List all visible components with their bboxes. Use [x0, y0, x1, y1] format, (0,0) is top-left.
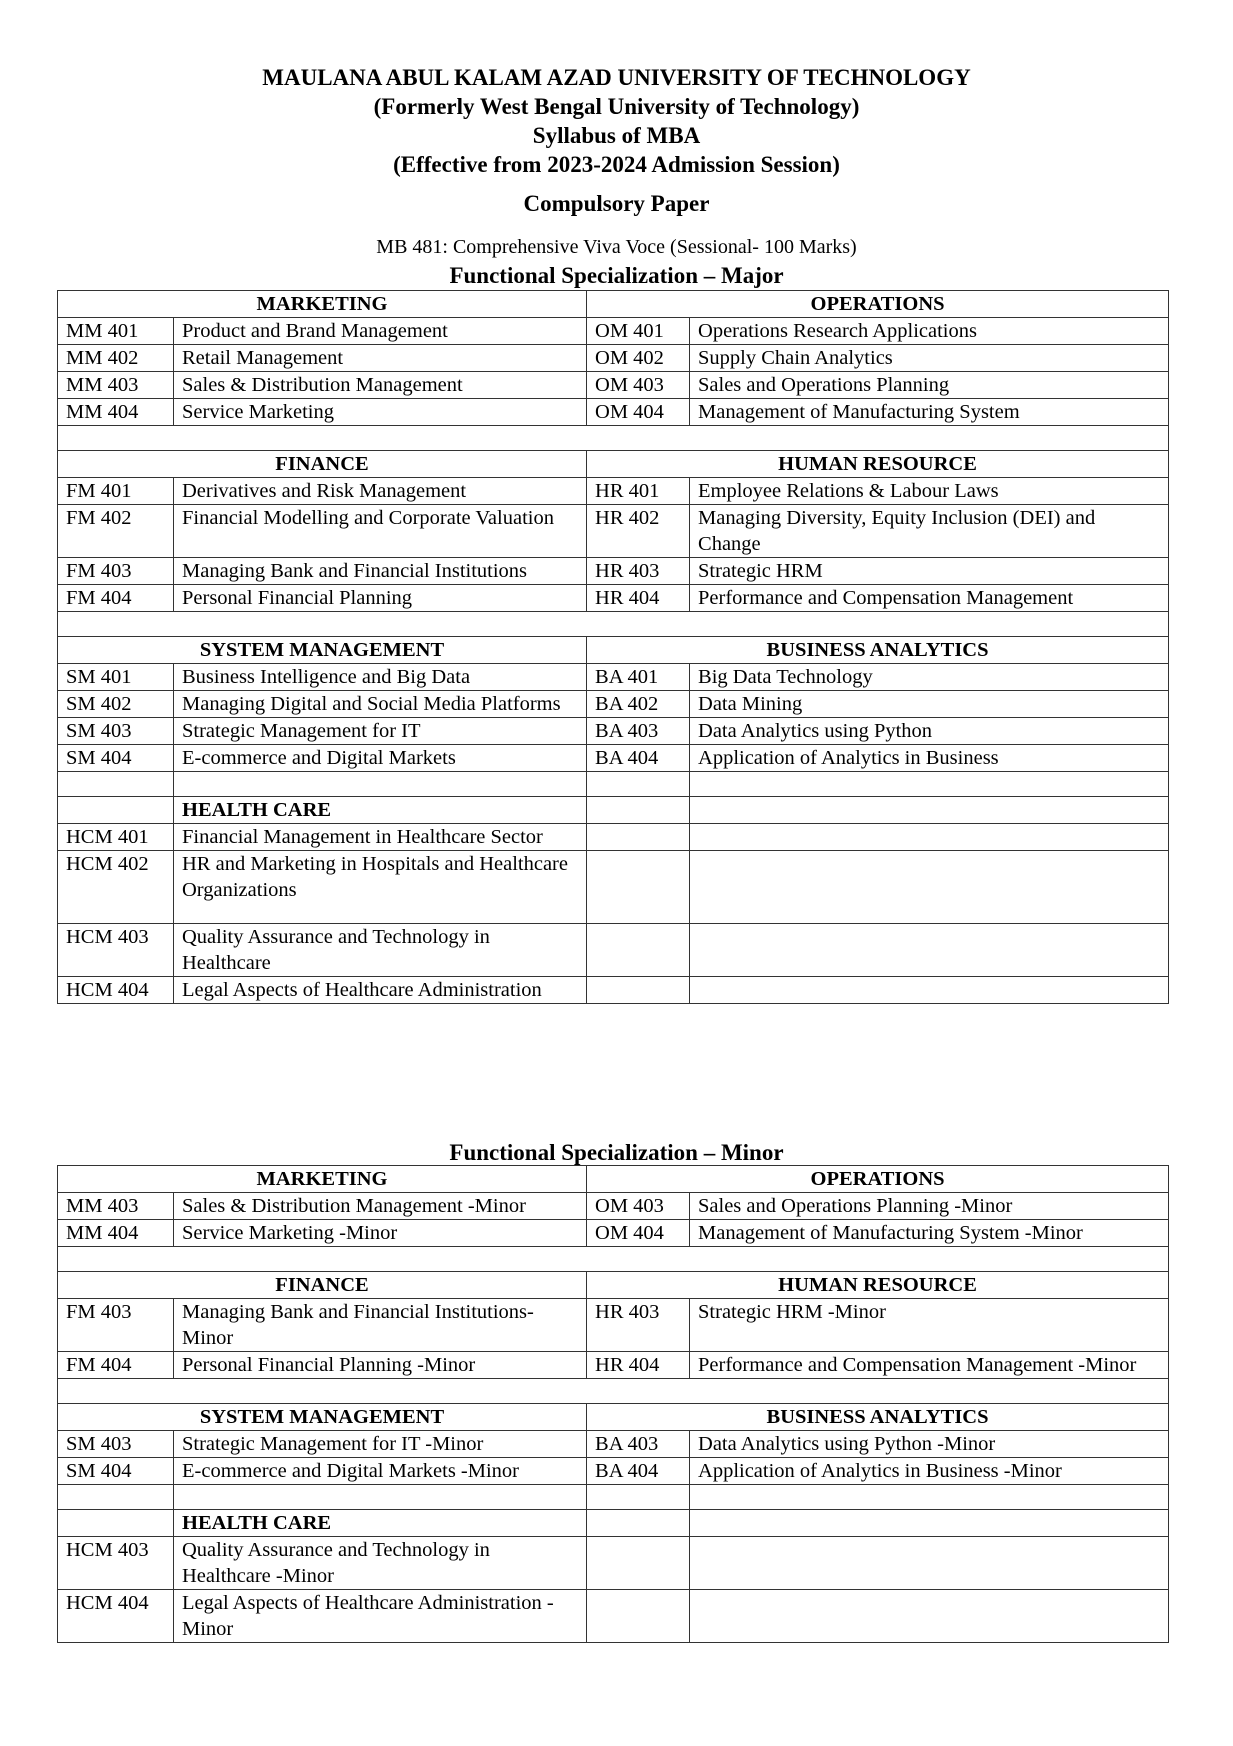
section-heading: BUSINESS ANALYTICS	[587, 1404, 1169, 1431]
empty-cell	[587, 851, 690, 924]
course-row	[58, 505, 1169, 558]
course-code: HR 402	[587, 505, 690, 558]
empty-cell	[690, 1590, 1169, 1643]
document-header	[0, 63, 1233, 179]
course-title: HR and Marketing in Hospitals and Healthcare Organizations	[174, 851, 587, 924]
course-title: Managing Bank and Financial Institutions-Minor	[174, 1299, 587, 1352]
course-title: Strategic Management for IT	[174, 718, 587, 745]
course-code: OM 403	[587, 1193, 690, 1220]
course-code: BA 403	[587, 718, 690, 745]
course-code: SM 403	[58, 1431, 174, 1458]
course-title: Management of Manufacturing System -Minor	[690, 1220, 1169, 1247]
course-row	[58, 824, 1169, 851]
course-title: Data Analytics using Python	[690, 718, 1169, 745]
course-title: Personal Financial Planning	[174, 585, 587, 612]
course-title: Supply Chain Analytics	[690, 345, 1169, 372]
course-code: HR 404	[587, 585, 690, 612]
course-code: HR 401	[587, 478, 690, 505]
course-title: E-commerce and Digital Markets	[174, 745, 587, 772]
empty-cell	[690, 1510, 1169, 1537]
former-name: (Formerly West Bengal University of Technology)	[373, 94, 860, 119]
course-row	[58, 924, 1169, 977]
empty-cell	[690, 1537, 1169, 1590]
course-title: Retail Management	[174, 345, 587, 372]
course-row	[58, 478, 1169, 505]
empty-cell	[58, 1510, 174, 1537]
course-code: BA 404	[587, 1458, 690, 1485]
course-title: Sales and Operations Planning	[690, 372, 1169, 399]
course-code: SM 402	[58, 691, 174, 718]
course-code: HCM 403	[58, 1537, 174, 1590]
course-code: FM 404	[58, 1352, 174, 1379]
course-row	[58, 977, 1169, 1004]
spacer-row	[58, 1247, 1169, 1272]
minor-table-body	[58, 1166, 1169, 1643]
course-code: OM 403	[587, 372, 690, 399]
empty-cell	[690, 924, 1169, 977]
course-title: Financial Modelling and Corporate Valuation	[174, 505, 587, 558]
course-row	[58, 1299, 1169, 1352]
empty-cell	[587, 1590, 690, 1643]
spacer-cell	[58, 612, 1169, 637]
section-header-row	[58, 291, 1169, 318]
section-heading: MARKETING	[58, 1166, 587, 1193]
course-row	[58, 745, 1169, 772]
section-header-row	[58, 637, 1169, 664]
course-code: HR 403	[587, 1299, 690, 1352]
course-title: Strategic HRM -Minor	[690, 1299, 1169, 1352]
empty-cell	[587, 797, 690, 824]
course-code: BA 403	[587, 1431, 690, 1458]
course-title: Strategic HRM	[690, 558, 1169, 585]
compulsory-title: Compulsory Paper	[523, 191, 710, 216]
course-title: Sales and Operations Planning -Minor	[690, 1193, 1169, 1220]
course-code: FM 402	[58, 505, 174, 558]
spacer-cell	[58, 426, 1169, 451]
course-code: HCM 401	[58, 824, 174, 851]
empty-cell	[587, 1510, 690, 1537]
course-title: Performance and Compensation Management -Minor	[690, 1352, 1169, 1379]
course-title: Service Marketing	[174, 399, 587, 426]
section-heading: SYSTEM MANAGEMENT	[58, 637, 587, 664]
course-code: FM 403	[58, 1299, 174, 1352]
course-row	[58, 851, 1169, 924]
course-code: HCM 402	[58, 851, 174, 924]
compulsory-paper: MB 481: Comprehensive Viva Voce (Sessional- 100 Marks)	[376, 236, 857, 258]
course-code: SM 401	[58, 664, 174, 691]
major-title: Functional Specialization – Major	[449, 263, 784, 288]
section-heading: FINANCE	[58, 451, 587, 478]
course-code: SM 404	[58, 1458, 174, 1485]
course-row	[58, 585, 1169, 612]
course-title: Performance and Compensation Management	[690, 585, 1169, 612]
course-code: OM 401	[587, 318, 690, 345]
course-code: MM 403	[58, 372, 174, 399]
course-row	[58, 1590, 1169, 1643]
section-header-row	[58, 1510, 1169, 1537]
course-row	[58, 1352, 1169, 1379]
course-code: OM 404	[587, 399, 690, 426]
course-title: Product and Brand Management	[174, 318, 587, 345]
section-header-row	[58, 1404, 1169, 1431]
course-title: Financial Management in Healthcare Sector	[174, 824, 587, 851]
course-title: Sales & Distribution Management -Minor	[174, 1193, 587, 1220]
course-title: Business Intelligence and Big Data	[174, 664, 587, 691]
effective-session: (Effective from 2023-2024 Admission Session)	[393, 152, 840, 177]
course-code: BA 401	[587, 664, 690, 691]
section-header-row	[58, 797, 1169, 824]
course-code: MM 404	[58, 399, 174, 426]
section-heading: HUMAN RESOURCE	[587, 451, 1169, 478]
empty-cell	[58, 1485, 174, 1510]
section-heading: HUMAN RESOURCE	[587, 1272, 1169, 1299]
course-title: Application of Analytics in Business -Minor	[690, 1458, 1169, 1485]
empty-cell	[690, 772, 1169, 797]
empty-cell	[587, 824, 690, 851]
course-title: Management of Manufacturing System	[690, 399, 1169, 426]
spacer-row	[58, 1379, 1169, 1404]
empty-cell	[690, 977, 1169, 1004]
course-code: SM 403	[58, 718, 174, 745]
section-heading: OPERATIONS	[587, 1166, 1169, 1193]
course-row	[58, 1193, 1169, 1220]
course-title: Quality Assurance and Technology in Healthcare	[174, 924, 587, 977]
empty-cell	[174, 1485, 587, 1510]
course-title: Legal Aspects of Healthcare Administration -Minor	[174, 1590, 587, 1643]
course-title: Managing Digital and Social Media Platforms	[174, 691, 587, 718]
course-row	[58, 1537, 1169, 1590]
course-title: Derivatives and Risk Management	[174, 478, 587, 505]
course-code: BA 402	[587, 691, 690, 718]
course-code: HR 403	[587, 558, 690, 585]
spacer-row	[58, 426, 1169, 451]
course-title: Data Analytics using Python -Minor	[690, 1431, 1169, 1458]
course-code: FM 403	[58, 558, 174, 585]
section-heading: OPERATIONS	[587, 291, 1169, 318]
spacer-cell	[58, 1247, 1169, 1272]
course-row	[58, 399, 1169, 426]
spacer-cell	[58, 1379, 1169, 1404]
section-heading: HEALTH CARE	[174, 797, 587, 824]
course-code: HCM 403	[58, 924, 174, 977]
course-code: MM 403	[58, 1193, 174, 1220]
course-title: Operations Research Applications	[690, 318, 1169, 345]
section-header-row	[58, 1272, 1169, 1299]
spacer-row	[58, 1485, 1169, 1510]
empty-cell	[587, 772, 690, 797]
empty-cell	[58, 797, 174, 824]
course-row	[58, 318, 1169, 345]
empty-cell	[690, 1485, 1169, 1510]
course-row	[58, 558, 1169, 585]
course-title: Managing Diversity, Equity Inclusion (DEI) and Change	[690, 505, 1169, 558]
empty-cell	[587, 1485, 690, 1510]
course-title: Legal Aspects of Healthcare Administration	[174, 977, 587, 1004]
course-code: HR 404	[587, 1352, 690, 1379]
empty-cell	[58, 772, 174, 797]
empty-cell	[587, 924, 690, 977]
course-title: Sales & Distribution Management	[174, 372, 587, 399]
course-row	[58, 345, 1169, 372]
spacer-row	[58, 612, 1169, 637]
course-code: FM 404	[58, 585, 174, 612]
course-code: OM 402	[587, 345, 690, 372]
empty-cell	[690, 851, 1169, 924]
course-title: Service Marketing -Minor	[174, 1220, 587, 1247]
course-code: FM 401	[58, 478, 174, 505]
empty-cell	[690, 797, 1169, 824]
course-title: Application of Analytics in Business	[690, 745, 1169, 772]
course-row	[58, 1431, 1169, 1458]
empty-cell	[587, 1537, 690, 1590]
section-heading: FINANCE	[58, 1272, 587, 1299]
course-row	[58, 372, 1169, 399]
empty-cell	[174, 772, 587, 797]
course-code: BA 404	[587, 745, 690, 772]
section-header-row	[58, 1166, 1169, 1193]
course-title: Data Mining	[690, 691, 1169, 718]
spacer-row	[58, 772, 1169, 797]
course-title: Managing Bank and Financial Institutions	[174, 558, 587, 585]
university-name: MAULANA ABUL KALAM AZAD UNIVERSITY OF TECHNOLOGY	[262, 65, 971, 90]
course-code: OM 404	[587, 1220, 690, 1247]
minor-title: Functional Specialization – Minor	[449, 1140, 784, 1165]
course-row	[58, 1220, 1169, 1247]
minor-specialization-table	[57, 1165, 1169, 1643]
course-code: MM 402	[58, 345, 174, 372]
empty-cell	[690, 824, 1169, 851]
course-title: Quality Assurance and Technology in Healthcare -Minor	[174, 1537, 587, 1590]
course-row	[58, 718, 1169, 745]
course-code: HCM 404	[58, 1590, 174, 1643]
section-heading: MARKETING	[58, 291, 587, 318]
course-title: Employee Relations & Labour Laws	[690, 478, 1169, 505]
section-heading: BUSINESS ANALYTICS	[587, 637, 1169, 664]
major-table-body	[58, 291, 1169, 1004]
course-title: Strategic Management for IT -Minor	[174, 1431, 587, 1458]
course-code: MM 401	[58, 318, 174, 345]
course-title: Big Data Technology	[690, 664, 1169, 691]
course-title: Personal Financial Planning -Minor	[174, 1352, 587, 1379]
course-title: E-commerce and Digital Markets -Minor	[174, 1458, 587, 1485]
empty-cell	[587, 977, 690, 1004]
section-header-row	[58, 451, 1169, 478]
course-code: MM 404	[58, 1220, 174, 1247]
course-code: SM 404	[58, 745, 174, 772]
course-row	[58, 664, 1169, 691]
course-row	[58, 691, 1169, 718]
syllabus-title: Syllabus of MBA	[532, 123, 701, 148]
section-heading: HEALTH CARE	[174, 1510, 587, 1537]
major-specialization-table	[57, 290, 1169, 1004]
section-heading: SYSTEM MANAGEMENT	[58, 1404, 587, 1431]
course-code: HCM 404	[58, 977, 174, 1004]
course-row	[58, 1458, 1169, 1485]
